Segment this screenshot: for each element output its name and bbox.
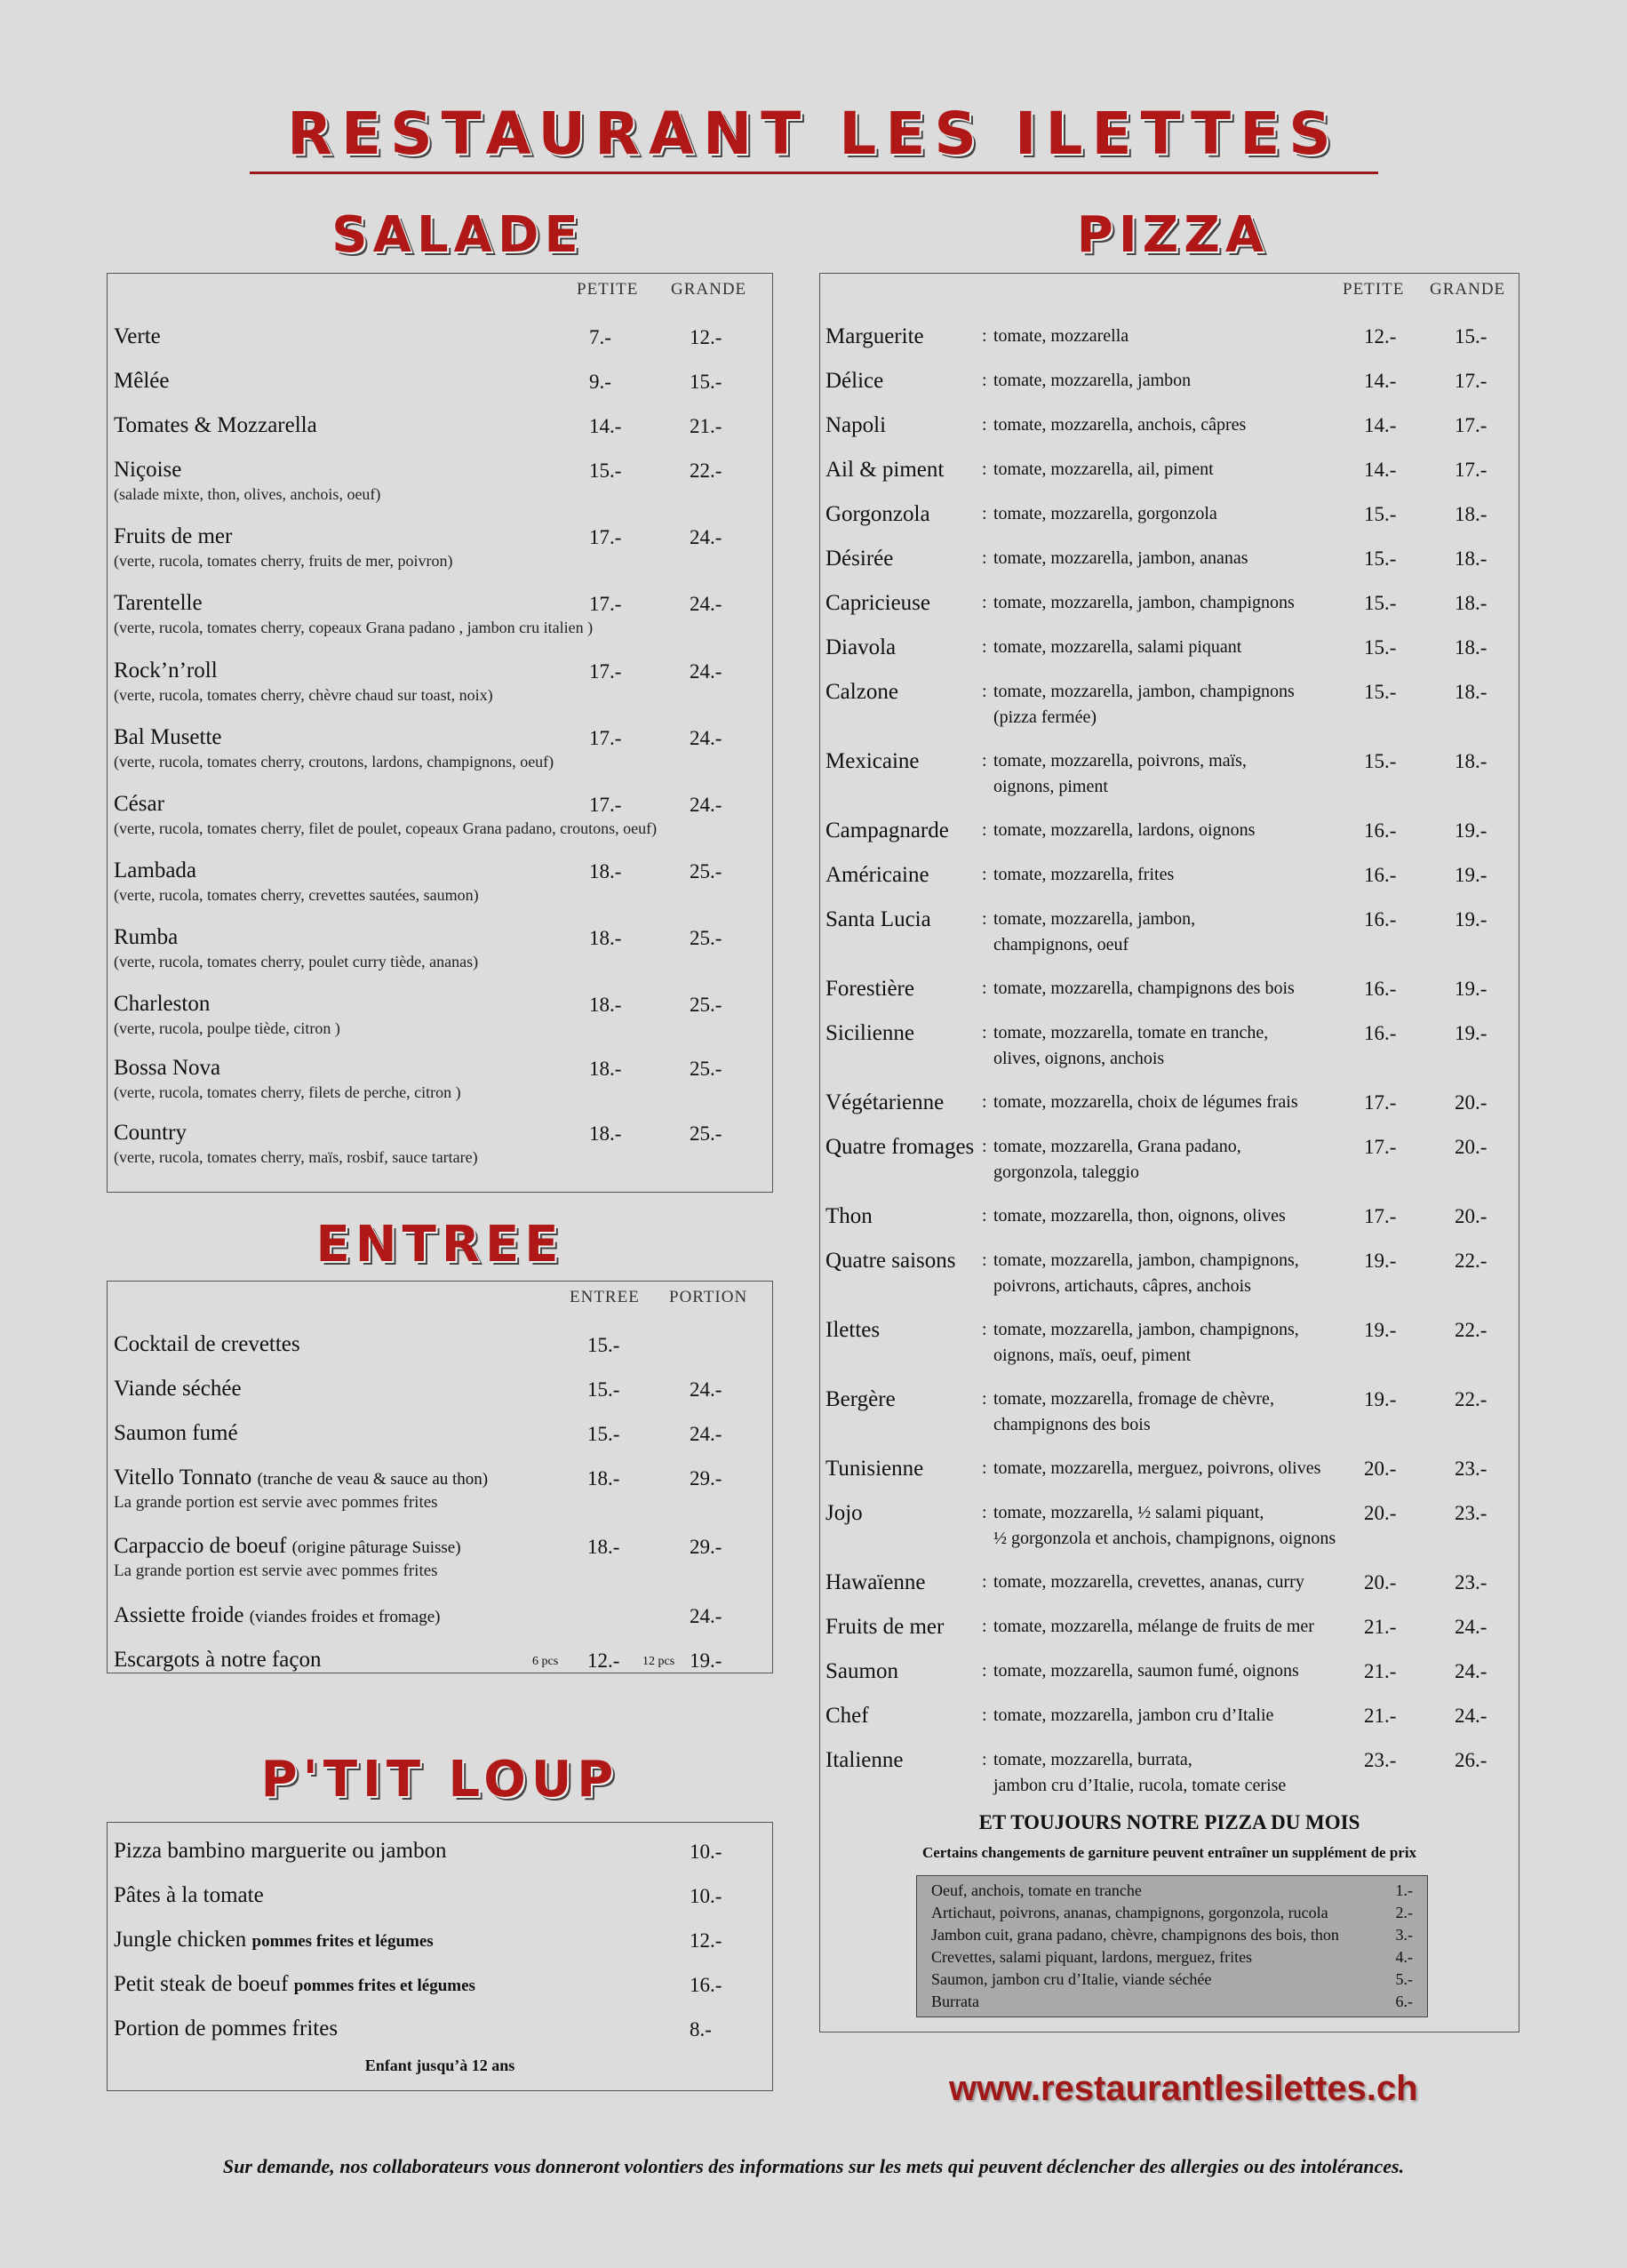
pizza-item-name: Campagnarde [825,819,949,843]
ptitloup-item-price: 10.- [690,1841,722,1863]
pizza-item-ingredients: tomate, mozzarella, jambon, ananas [993,548,1248,568]
pizza-item-price-grande: 19.- [1455,1022,1487,1044]
pizza-item-ingredients-cont: champignons des bois [993,1415,1151,1434]
pizza-item-price-grande: 19.- [1455,978,1487,1000]
salade-col-petite: PETITE [577,280,639,299]
pizza-item-name: Jojo [825,1501,863,1525]
salade-item-desc: (verte, rucola, tomates cherry, filet de poulet, copeaux Grana padano, croutons, oeuf) [114,819,658,837]
pizza-item-name: Marguerite [825,324,924,348]
entree-item-name-text: Escargots à notre façon [114,1648,322,1672]
pizza-item-name: Chef [825,1704,869,1728]
entree-heading: ENTREE [315,1216,564,1274]
salade-item-desc: (salade mixte, thon, olives, anchois, oeuf) [114,485,381,503]
supplement-price: 3.- [1395,1926,1413,1944]
pizza-item-separator: : [982,1206,987,1226]
pizza-item-price-grande: 22.- [1455,1319,1487,1341]
salade-item-price-petite: 9.- [589,371,611,393]
salade-heading: SALADE [331,206,584,264]
pizza-item-ingredients-cont: gorgonzola, taleggio [993,1162,1140,1182]
ptitloup-item-price: 12.- [690,1929,722,1952]
supplement-label: Burrata [931,1992,979,2010]
ptitloup-item-price: 8.- [690,2018,712,2040]
pizza-item-name: Saumon [825,1659,898,1683]
pizza-item-ingredients: tomate, mozzarella, saumon fumé, oignons [993,1661,1299,1681]
supplement-price: 5.- [1395,1970,1413,1988]
salade-item-price-petite: 17.- [589,727,622,749]
salade-item-desc: (verte, rucola, tomates cherry, fruits de mer, poivron) [114,552,453,570]
supplement-row [931,1902,1420,1924]
pizza-item-separator: : [982,1705,987,1725]
salade-item-name: Niçoise [114,458,182,482]
website-link[interactable]: www.restaurantlesilettes.ch [949,2069,1418,2108]
entree-item-price-entree: 15.- [587,1378,620,1401]
entree-col-entree: ENTREE [570,1288,640,1306]
supplement-row [931,1969,1420,1991]
salade-item-price-grande: 24.- [690,727,722,749]
pizza-item-ingredients: tomate, mozzarella, jambon [993,371,1192,390]
pizza-item-separator: : [982,865,987,884]
salade-item-price-grande: 24.- [690,794,722,816]
entree-item-name-text: Carpaccio de boeuf [114,1534,287,1558]
pizza-item-ingredients: tomate, mozzarella, jambon, champignons, [993,1320,1299,1339]
pizza-item-ingredients: tomate, mozzarella, jambon, champignons [993,682,1295,701]
entree-item-price-portion: 24.- [690,1605,722,1627]
salade-item-name: Mêlée [114,369,170,393]
pizza-item-ingredients: tomate, mozzarella, poivrons, maïs, [993,751,1247,771]
supplement-price-list [916,1875,1428,2017]
pizza-item-separator: : [982,1137,987,1156]
entree-item-qty-small: 6 pcs [532,1655,559,1668]
pizza-item-separator: : [982,1661,987,1681]
pizza-item-price-grande: 19.- [1455,819,1487,842]
pizza-item-price-grande: 22.- [1455,1388,1487,1410]
pizza-item-price-petite: 15.- [1364,547,1397,570]
pizza-item-ingredients: tomate, mozzarella, thon, oignons, olives [993,1206,1286,1226]
entree-item-name [114,1332,300,1357]
ptitloup-item-price: 10.- [690,1885,722,1907]
salade-item-price-grande: 25.- [690,860,722,882]
ptitloup-item-name [114,1839,446,1864]
ptitloup-item-name-text: Portion de pommes frites [114,2016,339,2040]
pizza-item-price-petite: 15.- [1364,750,1397,772]
pizza-item-separator: : [982,459,987,479]
salade-item-name: Bossa Nova [114,1056,221,1080]
salade-item-price-petite: 17.- [589,794,622,816]
salade-item-price-petite: 18.- [589,927,622,949]
pizza-item-ingredients: tomate, mozzarella, fromage de chèvre, [993,1389,1274,1409]
salade-item-price-grande: 21.- [690,415,722,437]
pizza-item-name: Ail & piment [825,458,945,482]
pizza-promo-note: Certains changements de garniture peuvent entraîner un supplément de prix [921,1844,1417,1861]
pizza-item-separator: : [982,751,987,771]
salade-item-price-grande: 15.- [690,371,722,393]
pizza-item-ingredients: tomate, mozzarella, jambon, [993,909,1196,929]
pizza-item-price-petite: 16.- [1364,908,1397,930]
supplement-row [931,1946,1420,1969]
pizza-item-ingredients: tomate, mozzarella, merguez, poivrons, olives [993,1458,1321,1478]
pizza-item-ingredients-cont: oignons, maïs, oeuf, piment [993,1346,1192,1365]
pizza-item-separator: : [982,593,987,612]
pizza-item-ingredients-cont: poivrons, artichauts, câpres, anchois [993,1276,1251,1296]
entree-item-name [114,1377,242,1402]
pizza-item-name: Bergère [825,1387,896,1411]
pizza-item-price-grande: 20.- [1455,1205,1487,1227]
salade-item-price-grande: 24.- [690,526,722,548]
pizza-item-price-grande: 20.- [1455,1091,1487,1114]
entree-item-price-portion: 29.- [690,1536,722,1558]
salade-item-price-petite: 18.- [589,994,622,1016]
pizza-item-price-petite: 15.- [1364,636,1397,659]
entree-item-name-text: Saumon fumé [114,1421,238,1445]
salade-item-name: Fruits de mer [114,524,233,548]
pizza-item-price-petite: 21.- [1364,1660,1397,1682]
pizza-item-price-petite: 16.- [1364,864,1397,886]
pizza-item-name: Napoli [825,413,887,437]
ptitloup-item-extra: pommes frites et légumes [251,1932,434,1951]
entree-item-price-entree: 12.- [587,1649,620,1672]
pizza-item-ingredients: tomate, mozzarella, ½ salami piquant, [993,1503,1264,1522]
salade-item-name: Charleston [114,992,211,1016]
pizza-item-price-petite: 20.- [1364,1571,1397,1593]
pizza-item-ingredients: tomate, mozzarella, anchois, câpres [993,415,1247,435]
pizza-item-price-grande: 23.- [1455,1571,1487,1593]
pizza-item-price-grande: 18.- [1455,592,1487,614]
supplement-label: Jambon cuit, grana padano, chèvre, champignons des bois, thon [931,1926,1339,1944]
pizza-item-price-petite: 16.- [1364,1022,1397,1044]
pizza-item-name: Gorgonzola [825,502,930,526]
ptitloup-item-name-text: Pizza bambino marguerite ou jambon [114,1839,447,1863]
pizza-item-price-grande: 17.- [1455,414,1487,436]
pizza-item-price-petite: 20.- [1364,1502,1397,1524]
pizza-menu [819,273,1519,2032]
pizza-item-name: Santa Lucia [825,907,931,931]
ptitloup-item-name-text: Jungle chicken [114,1928,247,1952]
ptitloup-item-name-text: Pâtes à la tomate [114,1883,264,1907]
pizza-item-ingredients: tomate, mozzarella, lardons, oignons [993,820,1256,840]
pizza-item-price-petite: 20.- [1364,1457,1397,1480]
salade-item-name: Verte [114,324,161,348]
pizza-item-ingredients-cont: ½ gorgonzola et anchois, champignons, oignons [993,1529,1336,1548]
pizza-item-separator: : [982,1617,987,1636]
restaurant-title: RESTAURANT LES ILETTES [0,100,1627,174]
entree-item-price-entree: 15.- [587,1334,620,1356]
salade-item-price-petite: 17.- [589,660,622,683]
pizza-item-price-petite: 15.- [1364,681,1397,703]
pizza-item-price-grande: 17.- [1455,370,1487,392]
pizza-item-separator: : [982,1458,987,1478]
pizza-item-ingredients: tomate, mozzarella [993,326,1129,346]
pizza-item-name: Désirée [825,547,894,571]
pizza-item-name: Forestière [825,977,914,1001]
salade-item-desc: (verte, rucola, tomates cherry, crevettes sautées, saumon) [114,886,479,904]
entree-item-name [114,1534,461,1559]
salade-item-name: Rock’n’roll [114,659,218,683]
pizza-item-name: Américaine [825,863,929,887]
salade-item-desc: (verte, rucola, tomates cherry, copeaux Grana padano , jambon cru italien ) [114,619,594,636]
ptitloup-item-name [114,1972,475,1997]
pizza-item-ingredients: tomate, mozzarella, jambon, champignons, [993,1250,1299,1270]
pizza-item-price-grande: 23.- [1455,1457,1487,1480]
supplement-row [931,1880,1420,1902]
pizza-item-price-grande: 23.- [1455,1502,1487,1524]
pizza-item-separator: : [982,415,987,435]
pizza-item-price-petite: 14.- [1364,459,1397,481]
pizza-item-price-grande: 20.- [1455,1136,1487,1158]
salade-item-price-petite: 14.- [589,415,622,437]
entree-item-price-portion: 24.- [690,1423,722,1445]
pizza-item-separator: : [982,1750,987,1769]
pizza-item-price-grande: 18.- [1455,503,1487,525]
supplement-price: 1.- [1395,1881,1413,1899]
entree-item-name-text: Viande séchée [114,1377,242,1401]
pizza-item-price-petite: 15.- [1364,503,1397,525]
salade-col-grande: GRANDE [671,280,747,299]
pizza-item-name: Thon [825,1204,873,1228]
entree-item-extra: (origine pâturage Suisse) [291,1538,461,1557]
salade-item-desc: (verte, rucola, tomates cherry, chèvre chaud sur toast, noix) [114,686,493,704]
pizza-item-ingredients-cont: oignons, piment [993,777,1108,796]
pizza-item-price-grande: 24.- [1455,1660,1487,1682]
pizza-item-ingredients: tomate, mozzarella, burrata, [993,1750,1192,1769]
salade-menu [107,273,773,1193]
salade-item-price-grande: 12.- [690,326,722,348]
salade-item-price-grande: 24.- [690,593,722,615]
entree-item-price-entree: 18.- [587,1536,620,1558]
pizza-item-name: Mexicaine [825,749,920,773]
ptitloup-item-extra: pommes frites et légumes [293,1977,475,1995]
pizza-item-name: Tunisienne [825,1457,924,1481]
salade-item-name: Tarentelle [114,591,203,615]
supplement-price: 6.- [1395,1992,1413,2010]
entree-menu [107,1281,773,1673]
entree-item-price-portion: 24.- [690,1378,722,1401]
pizza-item-ingredients-cont: jambon cru d’Italie, rucola, tomate cerise [993,1776,1287,1795]
pizza-item-separator: : [982,548,987,568]
supplement-price: 2.- [1395,1904,1413,1921]
entree-item-name [114,1465,488,1490]
entree-item-qty-large: 12 pcs [642,1655,675,1668]
pizza-item-name: Quatre fromages [825,1135,975,1159]
pizza-item-price-grande: 18.- [1455,636,1487,659]
pizza-item-price-grande: 24.- [1455,1616,1487,1638]
salade-item-price-grande: 25.- [690,994,722,1016]
pizza-heading: PIZZA [1076,206,1270,264]
supplement-label: Oeuf, anchois, tomate en tranche [931,1881,1142,1899]
salade-item-price-grande: 22.- [690,459,722,482]
salade-item-price-grande: 24.- [690,660,722,683]
pizza-item-name: Capricieuse [825,591,931,615]
salade-item-price-petite: 18.- [589,860,622,882]
salade-item-price-grande: 25.- [690,1058,722,1080]
pizza-item-name: Italienne [825,1748,904,1772]
pizza-item-separator: : [982,909,987,929]
pizza-item-price-grande: 26.- [1455,1749,1487,1771]
pizza-item-name: Végétarienne [825,1090,945,1114]
salade-item-price-petite: 17.- [589,593,622,615]
pizza-item-price-petite: 21.- [1364,1705,1397,1727]
pizza-item-name: Fruits de mer [825,1615,945,1639]
entree-item-extra: (viandes froides et fromage) [249,1608,441,1626]
pizza-item-name: Quatre saisons [825,1249,956,1273]
entree-item-name-text: Assiette froide [114,1603,244,1627]
entree-item-price-entree: 15.- [587,1423,620,1445]
entree-item-name [114,1648,321,1673]
salade-item-name: Lambada [114,858,197,882]
supplement-label: Saumon, jambon cru d’Italie, viande séchée [931,1970,1212,1988]
salade-item-price-petite: 18.- [589,1122,622,1145]
entree-item-price-portion: 19.- [690,1649,722,1672]
pizza-item-separator: : [982,326,987,346]
pizza-item-separator: : [982,682,987,701]
pizza-item-ingredients: tomate, mozzarella, Grana padano, [993,1137,1241,1156]
entree-item-price-portion: 29.- [690,1467,722,1489]
pizza-item-name: Ilettes [825,1318,881,1342]
salade-item-desc: (verte, rucola, tomates cherry, filets de perche, citron ) [114,1083,461,1101]
pizza-item-price-grande: 22.- [1455,1250,1487,1272]
entree-col-portion: PORTION [669,1288,748,1306]
salade-item-desc: (verte, rucola, tomates cherry, poulet curry tiède, ananas) [114,953,479,970]
pizza-item-price-petite: 14.- [1364,414,1397,436]
pizza-item-price-petite: 15.- [1364,592,1397,614]
salade-item-price-grande: 25.- [690,927,722,949]
pizza-item-ingredients: tomate, mozzarella, mélange de fruits de mer [993,1617,1314,1636]
pizza-item-name: Délice [825,369,884,393]
pizza-item-ingredients-cont: olives, oignons, anchois [993,1049,1165,1068]
ptitloup-menu [107,1822,773,2091]
salade-item-price-petite: 7.- [589,326,611,348]
pizza-item-ingredients: tomate, mozzarella, tomate en tranche, [993,1023,1269,1042]
pizza-item-price-petite: 12.- [1364,325,1397,347]
pizza-item-name: Sicilienne [825,1021,914,1045]
pizza-item-price-petite: 19.- [1364,1319,1397,1341]
salade-item-price-petite: 17.- [589,526,622,548]
salade-item-price-petite: 15.- [589,459,622,482]
pizza-item-price-petite: 19.- [1364,1388,1397,1410]
pizza-item-name: Hawaïenne [825,1570,926,1594]
entree-item-name-text: Vitello Tonnato [114,1465,252,1489]
entree-item-price-entree: 18.- [587,1467,620,1489]
pizza-col-grande: GRANDE [1430,280,1506,299]
pizza-item-price-grande: 17.- [1455,459,1487,481]
supplement-row [931,1991,1420,2013]
pizza-item-ingredients: tomate, mozzarella, ail, piment [993,459,1214,479]
pizza-item-separator: : [982,978,987,998]
pizza-item-price-petite: 16.- [1364,819,1397,842]
pizza-item-price-grande: 18.- [1455,547,1487,570]
salade-item-name: Tomates & Mozzarella [114,413,317,437]
ptitloup-heading: P'TIT LOUP [260,1751,619,1809]
pizza-item-separator: : [982,1023,987,1042]
pizza-item-price-petite: 21.- [1364,1616,1397,1638]
pizza-item-ingredients-cont: champignons, oeuf [993,935,1129,954]
pizza-item-price-petite: 19.- [1364,1250,1397,1272]
pizza-item-separator: : [982,1320,987,1339]
entree-item-desc: La grande portion est servie avec pommes frites [114,1493,438,1512]
pizza-item-name: Diavola [825,635,897,659]
pizza-item-ingredients: tomate, mozzarella, choix de légumes frais [993,1092,1298,1112]
pizza-item-ingredients: tomate, mozzarella, champignons des bois [993,978,1295,998]
allergy-footer-note: Sur demande, nos collaborateurs vous donneront volontiers des informations sur les mets qui peuvent déclencher des allergies ou des intolérances. [222,2155,1405,2177]
entree-item-name-text: Cocktail de crevettes [114,1332,300,1356]
pizza-item-price-petite: 17.- [1364,1091,1397,1114]
pizza-item-price-grande: 19.- [1455,908,1487,930]
ptitloup-item-name-text: Petit steak de boeuf [114,1972,289,1996]
pizza-item-separator: : [982,1503,987,1522]
pizza-item-ingredients: tomate, mozzarella, jambon, champignons [993,593,1295,612]
salade-item-desc: (verte, rucola, poulpe tiède, citron ) [114,1019,340,1037]
supplement-price: 4.- [1395,1948,1413,1966]
salade-item-price-grande: 25.- [690,1122,722,1145]
pizza-item-price-grande: 18.- [1455,681,1487,703]
salade-item-name: Rumba [114,925,179,949]
pizza-item-name: Calzone [825,680,898,704]
pizza-item-price-grande: 18.- [1455,750,1487,772]
ptitloup-item-name [114,1883,264,1908]
salade-item-desc: (verte, rucola, tomates cherry, maïs, rosbif, sauce tartare) [114,1148,478,1166]
entree-item-name [114,1421,238,1446]
pizza-promo: ET TOUJOURS NOTRE PIZZA DU MOIS [978,1811,1360,1833]
pizza-item-separator: : [982,1250,987,1270]
pizza-item-ingredients: tomate, mozzarella, jambon cru d’Italie [993,1705,1274,1725]
entree-item-name [114,1603,440,1628]
pizza-item-price-petite: 17.- [1364,1205,1397,1227]
pizza-item-separator: : [982,1389,987,1409]
supplement-label: Artichaut, poivrons, ananas, champignons, gorgonzola, rucola [931,1904,1328,1921]
pizza-item-ingredients: tomate, mozzarella, salami piquant [993,637,1242,657]
pizza-item-separator: : [982,1092,987,1112]
salade-item-name: Bal Musette [114,725,222,749]
ptitloup-item-price: 16.- [690,1974,722,1996]
ptitloup-item-name [114,1928,434,1953]
pizza-item-price-grande: 19.- [1455,864,1487,886]
salade-item-name: César [114,792,164,816]
pizza-item-separator: : [982,371,987,390]
entree-item-extra: (tranche de veau & sauce au thon) [257,1470,489,1489]
ptitloup-item-name [114,2016,338,2041]
pizza-col-petite: PETITE [1343,280,1405,299]
pizza-item-separator: : [982,637,987,657]
pizza-item-price-petite: 16.- [1364,978,1397,1000]
pizza-item-price-grande: 15.- [1455,325,1487,347]
pizza-item-separator: : [982,1572,987,1592]
supplement-label: Crevettes, salami piquant, lardons, merguez, frites [931,1948,1253,1966]
pizza-item-ingredients: tomate, mozzarella, crevettes, ananas, curry [993,1572,1304,1592]
pizza-item-ingredients-cont: (pizza fermée) [993,707,1097,727]
pizza-item-separator: : [982,504,987,523]
pizza-item-price-grande: 24.- [1455,1705,1487,1727]
ptitloup-note: Enfant jusqu’à 12 ans [364,2056,515,2074]
pizza-item-price-petite: 14.- [1364,370,1397,392]
pizza-item-ingredients: tomate, mozzarella, frites [993,865,1175,884]
salade-item-price-petite: 18.- [589,1058,622,1080]
pizza-item-price-petite: 23.- [1364,1749,1397,1771]
entree-item-desc: La grande portion est servie avec pommes frites [114,1561,438,1580]
pizza-item-separator: : [982,820,987,840]
salade-item-name: Country [114,1121,187,1145]
pizza-item-ingredients: tomate, mozzarella, gorgonzola [993,504,1217,523]
supplement-row [931,1924,1420,1946]
salade-item-desc: (verte, rucola, tomates cherry, croutons, lardons, champignons, oeuf) [114,753,554,771]
pizza-item-price-petite: 17.- [1364,1136,1397,1158]
